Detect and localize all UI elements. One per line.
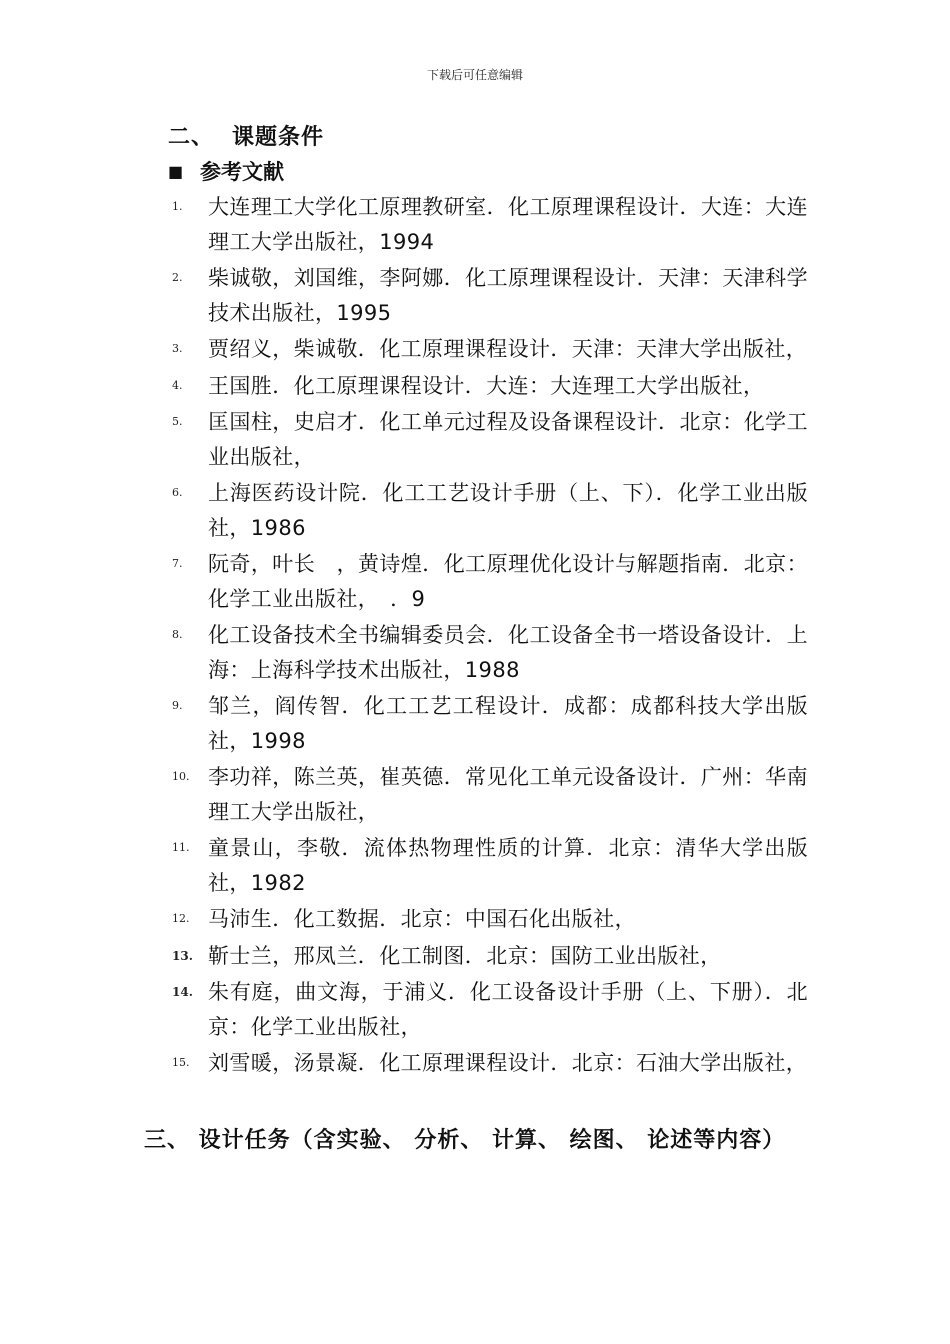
reference-number: 9. — [172, 699, 183, 712]
reference-text: 贾绍义，柴诚敬．化工原理课程设计．天津：天津大学出版社， — [208, 337, 808, 361]
reference-number: 14. — [172, 985, 193, 999]
reference-text: 刘雪暖，汤景凝．化工原理课程设计．北京：石油大学出版社， — [208, 1051, 808, 1075]
list-item — [168, 975, 808, 1044]
reference-text: 邹兰，阎传智．化工工艺工程设计．成都：成都科技大学出版社，1998 — [208, 694, 808, 753]
reference-number: 6. — [172, 486, 183, 499]
section-3-heading: 三、 设计任务（含实验、 分析、 计算、 绘图、 论述等内容） — [144, 1128, 786, 1153]
reference-text: 阮奇，叶长 ，黄诗煌．化工原理优化设计与解题指南．北京：化学工业出版社， ．9 — [208, 552, 808, 611]
references-title: 参考文献 — [200, 160, 284, 184]
reference-number: 11. — [172, 841, 190, 854]
list-item — [168, 547, 808, 616]
reference-text: 上海医药设计院．化工工艺设计手册（上、下）．化学工业出版社，1986 — [208, 481, 808, 540]
list-item — [168, 261, 808, 330]
reference-text: 匡国柱，史启才．化工单元过程及设备课程设计．北京：化学工业出版社， — [208, 410, 808, 469]
reference-number: 7. — [172, 557, 183, 570]
reference-text: 童景山，李敬．流体热物理性质的计算．北京：清华大学出版社，1982 — [208, 836, 808, 895]
section-2-heading — [168, 120, 324, 151]
reference-text: 柴诚敬，刘国维，李阿娜．化工原理课程设计．天津：天津科学技术出版社，1995 — [208, 266, 808, 325]
reference-number: 8. — [172, 628, 183, 641]
list-item — [168, 902, 808, 937]
reference-number: 10. — [172, 770, 190, 783]
reference-text: 化工设备技术全书编辑委员会．化工设备全书一塔设备设计．上海：上海科学技术出版社，1988 — [208, 623, 808, 682]
list-item — [168, 689, 808, 758]
list-item — [168, 760, 808, 829]
reference-text: 靳士兰，邢凤兰．化工制图．北京：国防工业出版社， — [208, 943, 722, 968]
reference-number: 15. — [172, 1056, 190, 1069]
list-item — [168, 939, 808, 974]
reference-text: 李功祥，陈兰英，崔英德．常见化工单元设备设计．广州：华南理工大学出版社， — [208, 765, 808, 824]
reference-number: 4. — [172, 378, 183, 392]
list-item — [168, 369, 808, 404]
list-item — [168, 405, 808, 474]
reference-text: 马沛生．化工数据．北京：中国石化出版社， — [208, 907, 636, 931]
square-bullet-icon: ■ — [168, 162, 184, 181]
reference-text: 王国胜．化工原理课程设计．大连：大连理工大学出版社， — [208, 373, 765, 398]
reference-number: 5. — [172, 415, 183, 428]
references-heading — [168, 156, 284, 186]
list-item — [168, 618, 808, 687]
page-header: 下载后可任意编辑 — [426, 68, 523, 82]
list-item — [168, 831, 808, 900]
list-item — [168, 332, 808, 367]
list-item — [168, 190, 808, 259]
reference-number: 12. — [172, 912, 190, 925]
list-item — [168, 1046, 808, 1081]
section-2-title: 课题条件 — [232, 125, 325, 150]
reference-number: 2. — [172, 271, 183, 284]
reference-list — [168, 190, 808, 1083]
reference-number: 13. — [172, 948, 193, 963]
reference-text: 朱有庭，曲文海，于浦义．化工设备设计手册（上、下册）．北京：化学工业出版社， — [208, 980, 808, 1039]
section-2-number: 二、 — [168, 125, 215, 150]
reference-text: 大连理工大学化工原理教研室．化工原理课程设计．大连：大连理工大学出版社，1994 — [208, 195, 808, 254]
reference-number: 3. — [172, 342, 183, 355]
list-item — [168, 476, 808, 545]
reference-number: 1. — [172, 200, 183, 213]
